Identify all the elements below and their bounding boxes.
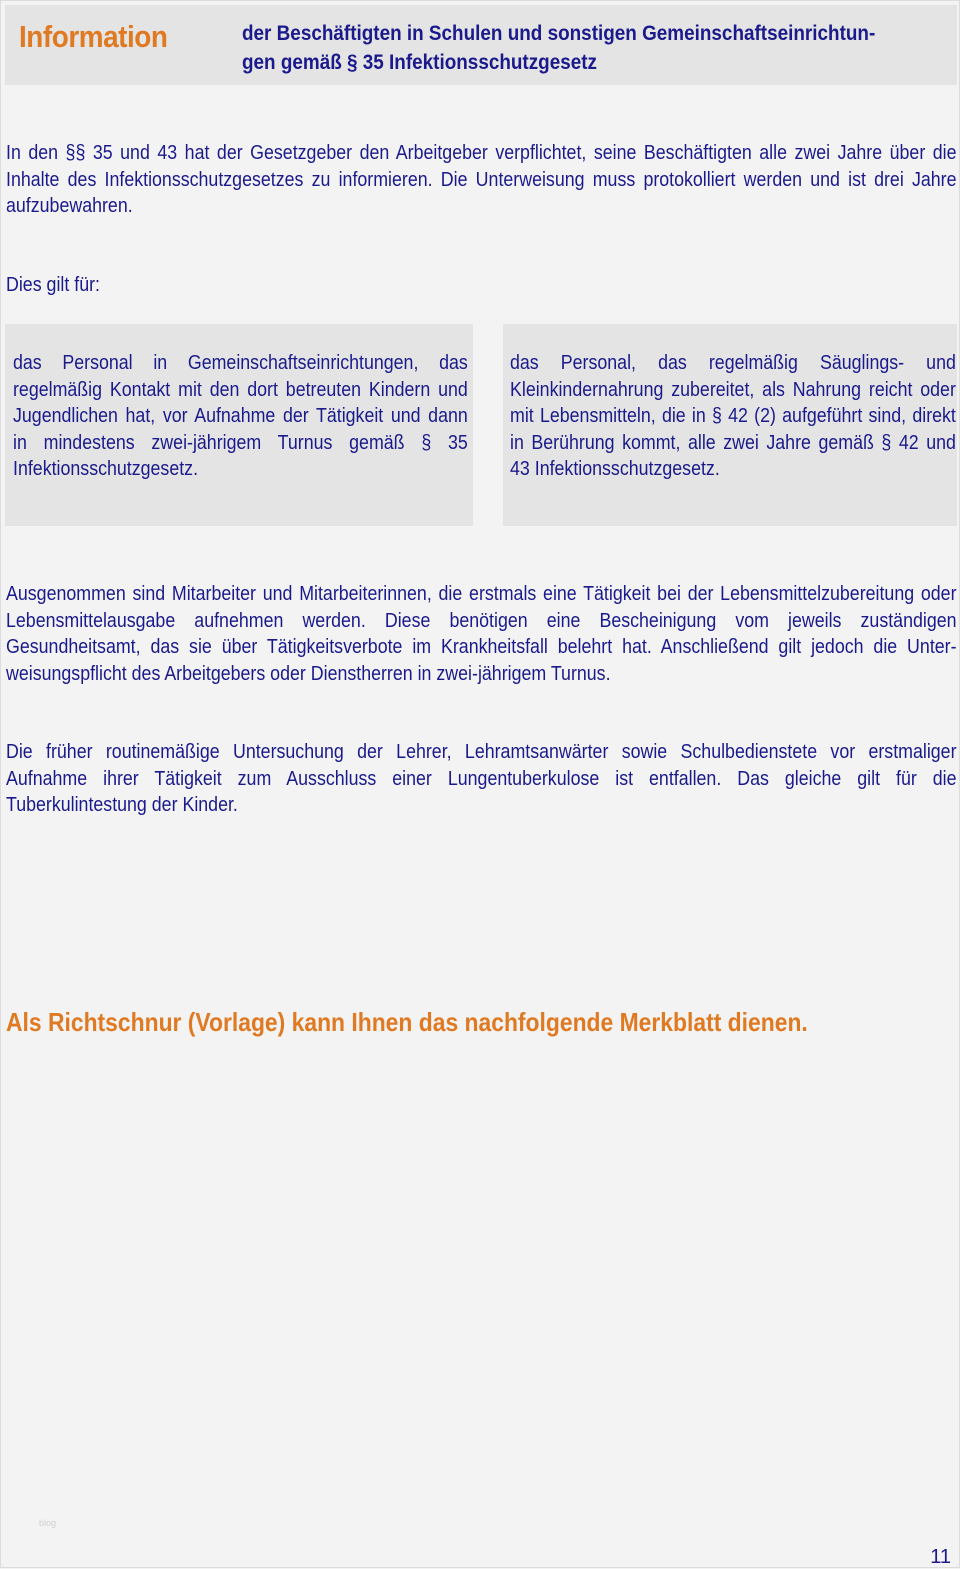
closing-note: Als Richtschnur (Vorlage) kann Ihnen das nachfolgende Merkblatt dienen. <box>6 1007 808 1037</box>
header-title-line-1: der Beschäftigten in Schulen und sonstigen Gemeinschaftseinrichtun- <box>242 22 876 45</box>
intro-paragraph: In den §§ 35 und 43 hat der Gesetzgeber den Arbeitgeber verpflichtet, seine Beschäftigten alle zwei Jahre über die Inhalte des Infektionsschutzgesetzes zu informieren. Die Unterweisung muss protokolliert werden und ist drei Jahre aufzubewahren. <box>6 142 957 217</box>
exception-paragraph: Ausgenommen sind Mitarbeiter und Mitarbeiterinnen, die erstmals eine Tätigkeit bei der Lebensmittelzubereitung oder Lebensmittelausgabe aufnehmen werden. Diese benötigen eine Bescheinigung vom jeweils zuständigen Gesundheitsamt, das sie über Tätigkeitsverbote im Krankheitsfall belehrt hat. Anschließend gilt jedoch die Unter-weisungspflicht des Arbeitgebers oder Dienstherren in zwei-jährigem Turnus. <box>6 583 957 685</box>
tuberculosis-paragraph: Die früher routinemäßige Untersuchung der Lehrer, Lehramtsanwärter sowie Schulbedienstete vor erstmaliger Aufnahme ihrer Tätigkeit zum Ausschluss einer Lungentuberkulose ist entfallen. Das gleiche gilt für die Tuberkulintestung der Kinder. <box>6 741 957 816</box>
info-box-left-text: das Personal in Gemeinschaftseinrichtungen, das regelmäßig Kontakt mit den dort betreuten Kindern und Jugendlichen hat, vor Aufnahme der Tätigkeit und dann in mindestens zwei-jährigem Turnus gemäß § 35 Infektionsschutzgesetz. <box>13 352 468 480</box>
header-title-line-2: gen gemäß § 35 Infektionsschutzgesetz <box>242 51 597 74</box>
info-box-right-text: das Personal, das regelmäßig Säuglings- und Kleinkindernahrung zubereitet, als Nahrung reicht oder mit Lebensmitteln, die in § 42 (2) aufgeführt sind, direkt in Berührung kommt, alle zwei Jahre gemäß § 42 und 43 Infektionsschutzgesetz. <box>510 352 956 480</box>
header-label: Information <box>19 19 168 54</box>
applies-to-label: Dies gilt für: <box>6 274 100 296</box>
header-title <box>242 19 926 77</box>
info-box-left <box>5 324 473 526</box>
info-box-right <box>503 324 957 526</box>
page-number: 11 <box>930 1546 951 1568</box>
watermark: blog <box>39 1518 57 1528</box>
header-banner <box>5 5 957 85</box>
